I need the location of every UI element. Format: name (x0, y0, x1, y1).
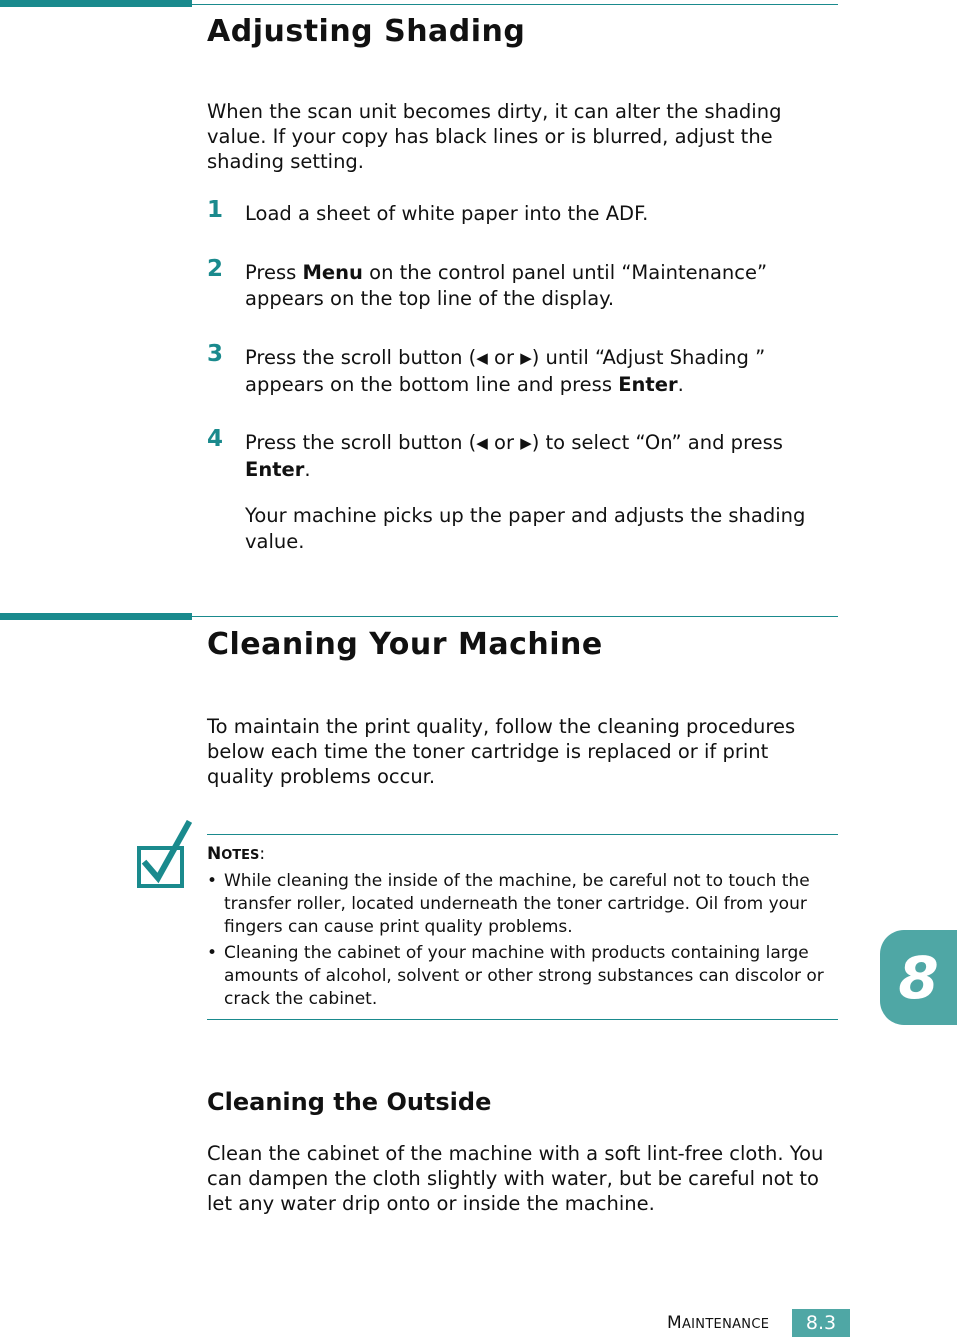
left-arrow-icon: ◀ (476, 434, 488, 452)
step-number: 1 (207, 197, 224, 223)
section-rule-thin (192, 616, 838, 617)
section-rule-thick (0, 0, 192, 7)
step-number: 3 (207, 341, 224, 367)
step-text: Load a sheet of white paper into the ADF. (245, 202, 649, 225)
notes-top-rule (207, 834, 838, 835)
notes-heading: NOTES: (207, 844, 266, 864)
section-title-cleaning-machine: Cleaning Your Machine (207, 627, 603, 662)
step-number: 2 (207, 256, 224, 282)
footer-chapter-label: MAINTENANCE (667, 1313, 770, 1333)
subsection-title: Cleaning the Outside (207, 1088, 492, 1116)
step-number: 4 (207, 426, 224, 452)
enter-key-label: Enter (618, 373, 678, 396)
footer-page-number: 8.3 (792, 1309, 850, 1337)
section-intro: When the scan unit becomes dirty, it can alter the shading value. If your copy has black lines or is blurred, adjust the shading setting. (207, 100, 782, 173)
checkmark-note-icon (136, 820, 192, 890)
note-item: • While cleaning the inside of the machine, be careful not to touch the transfer roller, located underneath the toner cartridge. Oil from your fingers can cause print quality problems. (207, 871, 810, 937)
notes-bottom-rule (207, 1019, 838, 1020)
subsection-text: Clean the cabinet of the machine with a soft lint-free cloth. You can dampen the cloth slightly with water, but be careful not to let any water drip onto or inside the machine. (207, 1142, 824, 1215)
enter-key-label: Enter (245, 458, 305, 481)
section-rule-thick (0, 613, 192, 620)
step-result-text: Your machine picks up the paper and adjusts the shading value. (245, 504, 806, 553)
right-arrow-icon: ▶ (520, 349, 532, 367)
step-text: Press the scroll button (◀ or ▶) until “Adjust Shading ” appears on the bottom line and press Enter. (245, 346, 766, 396)
chapter-tab (880, 930, 957, 1025)
menu-key-label: Menu (302, 261, 363, 284)
step-text: Press Menu on the control panel until “Maintenance” appears on the top line of the display. (245, 261, 768, 310)
right-arrow-icon: ▶ (520, 434, 532, 452)
section-title-adjusting-shading: Adjusting Shading (207, 14, 526, 49)
section-intro: To maintain the print quality, follow the cleaning procedures below each time the toner cartridge is replaced or if print quality problems occur. (207, 715, 796, 788)
left-arrow-icon: ◀ (476, 349, 488, 367)
note-item: • Cleaning the cabinet of your machine with products containing large amounts of alcohol, solvent or other strong substances can discolor or crack the cabinet. (207, 943, 824, 1009)
step-text: Press the scroll button (◀ or ▶) to select “On” and press Enter. (245, 431, 783, 481)
chapter-number: 8 (898, 944, 939, 1012)
section-rule-thin (192, 4, 838, 5)
